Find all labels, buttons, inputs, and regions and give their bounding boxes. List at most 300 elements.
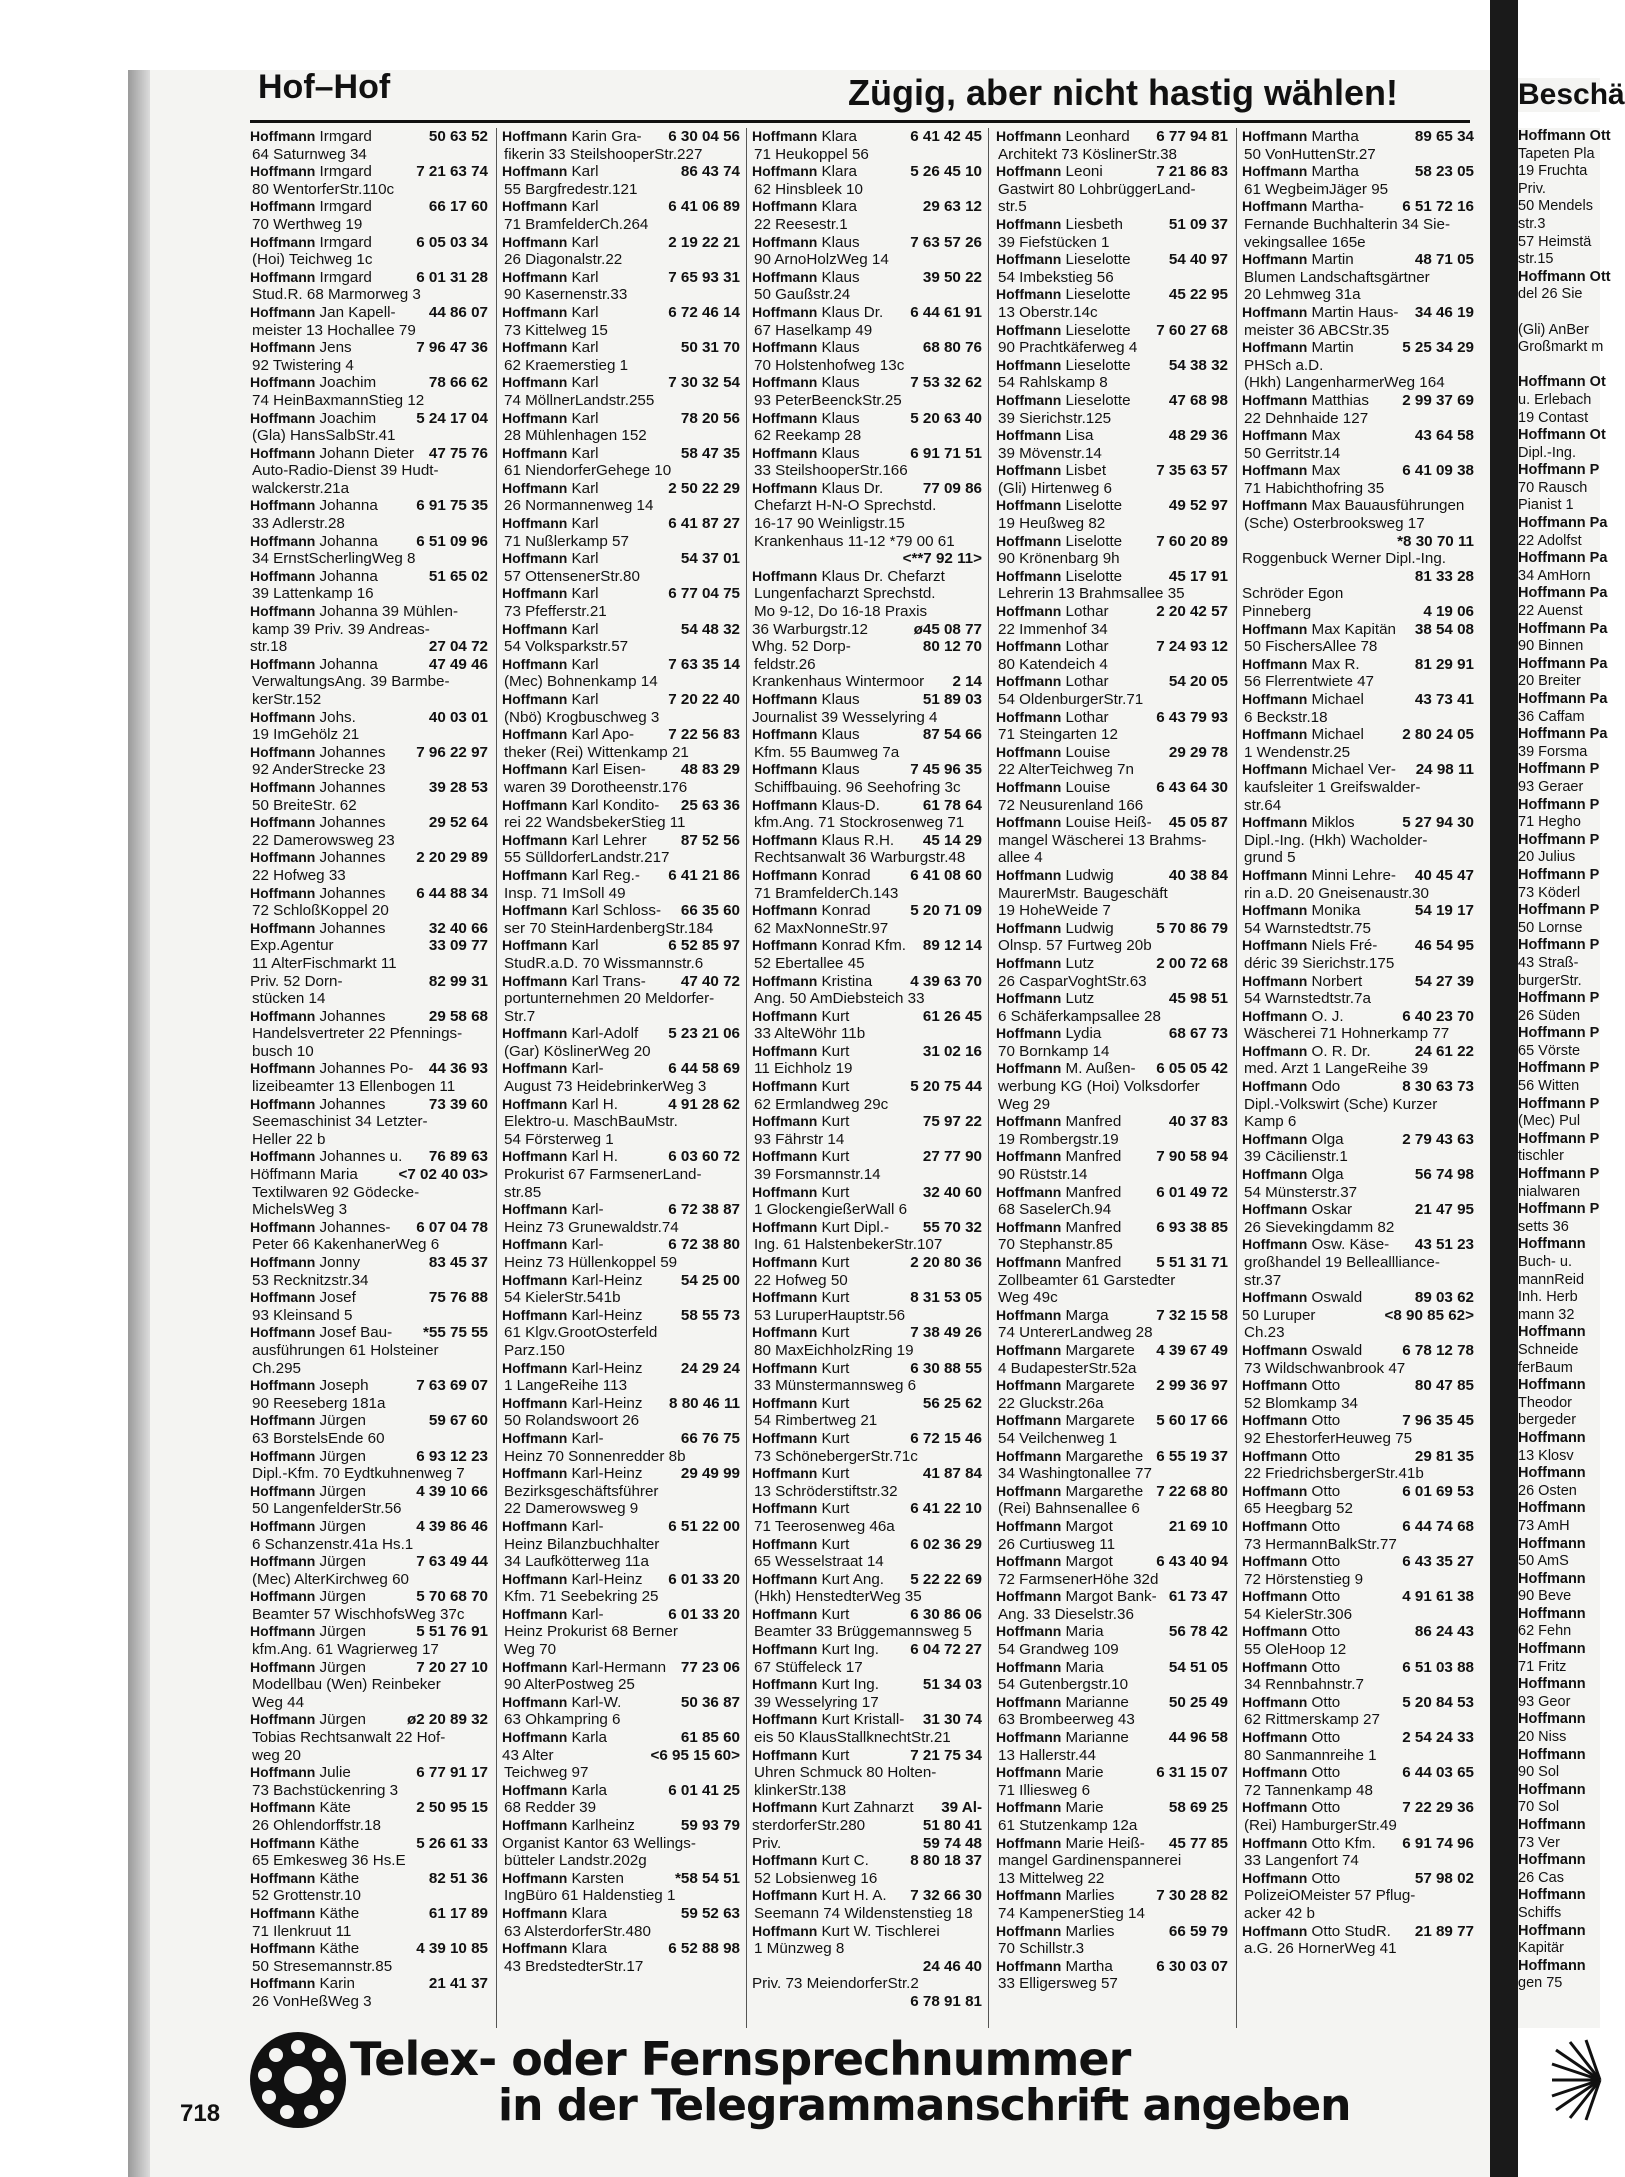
entry-detail: 80 WentorferStr.110c	[252, 180, 395, 198]
entry-name: Hoffmann Karl-W.	[502, 1693, 622, 1711]
phone-number: 56 25 62	[922, 1394, 982, 1412]
entry-name: Hoffmann Kurt W. Tischlerei	[752, 1922, 940, 1940]
entry-detail: Mo 9-12, Do 16-18 Praxis	[754, 603, 928, 621]
entry-detail: Heller 22 b	[252, 1130, 326, 1148]
phone-number: 6 44 74 68	[1402, 1517, 1474, 1535]
entry-detail: 72 Neusurenland 166	[998, 796, 1144, 814]
entry-detail: 93 Fährstr 14	[754, 1130, 845, 1148]
partial-entry-text: nialwaren	[1518, 1183, 1581, 1200]
entry-name: Hoffmann Otto	[1242, 1693, 1341, 1711]
phone-number	[484, 603, 488, 621]
directory-entry	[996, 1764, 1228, 1799]
entry-name: Hoffmann Martha	[1242, 163, 1359, 181]
phone-number: 40 37 83	[1168, 1113, 1228, 1131]
entry-detail: 50 BreiteStr. 62	[252, 796, 357, 814]
directory-entry	[752, 726, 982, 761]
partial-entry-text: Hoffmann P	[1518, 866, 1600, 883]
phone-number: 29 58 68	[428, 1007, 488, 1025]
directory-entry	[502, 1465, 740, 1518]
phone-number	[736, 1835, 740, 1853]
entry-detail: eis 50 KlausStallknechtStr.21	[754, 1729, 951, 1747]
directory-entry	[250, 920, 488, 938]
entry-name: Hoffmann Otto	[1242, 1588, 1341, 1606]
entry-name: Hoffmann Jonny	[250, 1254, 361, 1271]
entry-detail: weg 20	[252, 1746, 301, 1764]
entry-detail: grund 5	[1244, 849, 1296, 867]
partial-entry-text: 36 Caffam	[1518, 708, 1585, 725]
phone-number: 58 55 73	[680, 1306, 740, 1324]
phone-number: 24 98 11	[1415, 761, 1474, 779]
directory-entry	[250, 1940, 488, 1975]
entry-detail: walckerstr.21a	[252, 479, 350, 497]
directory-entry	[250, 497, 488, 532]
directory-entry	[752, 1500, 982, 1535]
entry-detail: stücken 14	[252, 990, 326, 1008]
phone-number: 39 50 22	[922, 268, 982, 286]
directory-entry	[250, 1711, 488, 1764]
entry-name: Hoffmann Oswald	[1242, 1289, 1363, 1307]
phone-number: 44 36 93	[428, 1060, 488, 1078]
entry-detail: 33 SteilshooperStr.166	[754, 462, 908, 480]
entry-detail: 61 NiendorferGehege 10	[504, 462, 672, 480]
directory-entry	[1242, 1870, 1474, 1923]
entry-name: Hoffmann Johannes	[250, 919, 386, 937]
partial-entry-text: 93 Geor	[1518, 1693, 1571, 1710]
phone-number: 6 44 58 69	[668, 1060, 740, 1078]
directory-entry	[996, 1729, 1228, 1764]
entry-detail: 93 Kleinsand 5	[252, 1306, 353, 1324]
entry-detail: 54 Rimbertweg 21	[754, 1412, 878, 1430]
entry-detail: 22 Immenhof 34	[998, 620, 1108, 638]
entry-detail: Ing. 61 HalstenbekerStr.107	[754, 1236, 943, 1254]
entry-name: Hoffmann Michael	[1242, 726, 1364, 744]
directory-entry	[752, 1747, 982, 1800]
directory-entry	[996, 1923, 1228, 1958]
entry-name: Hoffmann Otto	[1242, 1799, 1341, 1817]
phone-number: 7 32 66 30	[910, 1887, 982, 1905]
partial-entry-text: Hoffmann	[1518, 1781, 1586, 1798]
phone-number: 29 49 99	[680, 1465, 740, 1483]
directory-entry	[502, 515, 740, 550]
entry-detail: 22 Reesestr.1	[754, 215, 848, 233]
entry-name: Hoffmann Karl Lehrer	[502, 831, 647, 849]
entry-detail: rei 22 WandsbekerStieg 11	[504, 814, 686, 832]
entry-name: Hoffmann Johannes	[250, 778, 386, 796]
entry-name: Hoffmann Irmgard	[250, 128, 372, 145]
entry-name: Hoffmann Johanna	[250, 532, 378, 550]
directory-entry	[752, 1676, 982, 1711]
entry-name: Hoffmann Karl-	[502, 1429, 604, 1447]
phone-number: 6 01 49 72	[1156, 1183, 1228, 1201]
entry-name: Hoffmann Lydia	[996, 1025, 1102, 1043]
entry-detail: fikerin 33 SteilshooperStr.227	[504, 145, 703, 163]
phone-number: 66 35 60	[680, 902, 740, 920]
phone-number: 2 50 22 29	[668, 479, 740, 497]
phone-number: 83 45 37	[428, 1254, 488, 1271]
entry-name: Journalist 39 Wesselyring 4	[752, 708, 938, 726]
directory-entry	[250, 885, 488, 920]
entry-detail: Dipl.-Volkswirt (Sche) Kurzer	[1244, 1095, 1438, 1113]
entry-name: Hoffmann Marie	[996, 1799, 1104, 1817]
phone-number: 32 40 66	[428, 919, 488, 937]
entry-name: Hoffmann Irmgard	[250, 268, 372, 286]
entry-detail: 52 Ebertallee 45	[754, 954, 865, 972]
partial-entry-text: Hoffmann Pa	[1518, 726, 1608, 743]
phone-number: 8 80 46 11	[669, 1394, 740, 1412]
phone-number: 6 40 23 70	[1402, 1007, 1474, 1025]
directory-entry	[752, 1993, 982, 2011]
entry-name: Hoffmann O. R. Dr.	[1242, 1042, 1371, 1060]
entry-detail: 74 UntererLandweg 28	[998, 1324, 1153, 1342]
directory-entry	[1242, 902, 1474, 937]
directory-entry	[752, 1148, 982, 1183]
entry-detail: lizeibeamter 13 Ellenbogen 11	[252, 1078, 456, 1096]
entry-detail: 33 Elligersweg 57	[998, 1975, 1118, 1993]
partial-entry-text: 93 Geraer	[1518, 778, 1584, 795]
entry-name: Schröder Egon	[1242, 585, 1344, 603]
directory-column-2	[502, 128, 740, 2028]
phone-number: 7 22 68 80	[1156, 1482, 1228, 1500]
entry-name: Hoffmann Kurt	[752, 1254, 850, 1271]
directory-entry	[502, 1782, 740, 1817]
phone-number: 54 19 17	[1414, 902, 1474, 920]
entry-name: Hoffmann Kurt Dipl.-	[752, 1218, 890, 1236]
entry-detail: (Mec) Bohnenkamp 14	[504, 673, 658, 691]
entry-name: Hoffmann Matthias	[1242, 391, 1369, 409]
phone-number: 6 43 79 93	[1156, 708, 1228, 726]
directory-entry	[250, 1060, 488, 1095]
directory-entry	[250, 1623, 488, 1658]
entry-name: Hoffmann Kurt	[752, 1500, 850, 1518]
entry-name: Hoffmann Kurt	[752, 1746, 850, 1764]
entry-name: Hoffmann Kurt C.	[752, 1852, 869, 1870]
phone-number: 29 63 12	[922, 198, 982, 216]
phone-number: 6 77 91 17	[416, 1764, 488, 1782]
entry-name: Hoffmann Karl-	[502, 1605, 604, 1623]
directory-entry	[996, 744, 1228, 779]
directory-entry	[502, 937, 740, 972]
entry-detail: 13 Oberstr.14c	[998, 303, 1098, 321]
directory-entry	[502, 234, 740, 269]
phone-number: 6 91 71 51	[910, 444, 982, 462]
entry-detail: 50 Stresemannstr.85	[252, 1957, 393, 1975]
directory-entry	[502, 1659, 740, 1694]
directory-entry	[752, 269, 982, 304]
entry-detail: 11 AlterFischmarkt 11	[252, 954, 397, 972]
entry-name: Hoffmann Karl	[502, 374, 599, 392]
partial-entry-text: 50 Mendels	[1518, 198, 1593, 215]
partial-entry-text: Hoffmann P	[1518, 1201, 1600, 1218]
directory-entry	[752, 673, 982, 691]
entry-detail: kfm.Ang. 71 Stockrosenweg 71	[754, 814, 965, 832]
entry-detail: Str.7	[504, 1007, 536, 1025]
directory-entry	[502, 1395, 740, 1430]
entry-name: Hoffmann Kurt	[752, 1429, 850, 1447]
directory-entry	[502, 726, 740, 761]
phone-number: 45 77 85	[1168, 1834, 1228, 1852]
entry-name: Hoffmann Johanna	[250, 655, 378, 673]
directory-entry	[250, 656, 488, 709]
entry-name: Hoffmann Max	[1242, 462, 1341, 480]
entry-detail: 19 Rombergstr.19	[998, 1130, 1119, 1148]
entry-detail: 39 Cäcilienstr.1	[1244, 1148, 1348, 1166]
directory-entry	[502, 339, 740, 374]
entry-name: Hoffmann Miklos	[1242, 814, 1355, 832]
phone-number: 2 20 42 57	[1156, 603, 1228, 621]
entry-detail: 52 Grottenstr.10	[252, 1887, 361, 1905]
entry-detail: Ang. 50 AmDiebsteich 33	[754, 990, 925, 1008]
phone-number: 2 50 95 15	[416, 1799, 488, 1817]
entry-detail: 92 Twistering 4	[252, 356, 354, 374]
entry-name: Hoffmann Otto	[1242, 1412, 1341, 1430]
directory-entry	[752, 410, 982, 445]
directory-column-1	[250, 128, 488, 2028]
entry-detail: PolizeiOMeister 57 Pflug-	[1244, 1887, 1416, 1905]
directory-entry	[250, 1166, 488, 1219]
directory-entry	[752, 1975, 982, 1993]
phone-number: 6 44 61 91	[910, 303, 982, 321]
entry-name: Hoffmann Karl-Heinz	[502, 1465, 643, 1483]
entry-name: Hoffmann Martin	[1242, 339, 1354, 357]
phone-number: 7 63 57 26	[910, 233, 982, 251]
entry-detail: Heinz 73 Grunewaldstr.74	[504, 1218, 679, 1236]
partial-entry-text: 26 Cas	[1518, 1869, 1564, 1886]
phone-number: 21 47 95	[1414, 1201, 1474, 1219]
entry-name: Hoffmann Lieselotte	[996, 356, 1131, 374]
directory-entry	[1242, 603, 1474, 621]
phone-number: 6 02 36 29	[910, 1535, 982, 1553]
partial-entry-text: Hoffmann P	[1518, 937, 1600, 954]
directory-entry	[1242, 1799, 1474, 1834]
phone-number: 51 34 03	[922, 1676, 982, 1694]
entry-name: Hoffmann Käthe	[250, 1940, 360, 1958]
entry-name: Hoffmann Klaus	[752, 409, 860, 427]
entry-detail: Tobias Rechtsanwalt 22 Hof-	[252, 1729, 446, 1747]
phone-number: 58 47 35	[680, 444, 740, 462]
phone-number: 6 01 33 20	[668, 1605, 740, 1623]
entry-detail: 90 ArnoHolzWeg 14	[754, 251, 889, 269]
entry-detail: 70 Schillstr.3	[998, 1940, 1085, 1958]
directory-entry	[752, 1254, 982, 1289]
entry-name: Hoffmann Lothar	[996, 638, 1109, 656]
entry-detail: Architekt 73 KöslinerStr.38	[998, 145, 1177, 163]
directory-entry	[1242, 550, 1474, 568]
entry-detail: str.5	[998, 198, 1027, 216]
partial-entry-text: Theodor	[1518, 1394, 1573, 1411]
entry-detail: Weg 29	[998, 1095, 1051, 1113]
phone-number: 6 41 42 45	[910, 128, 982, 145]
partial-entry-text: Hoffmann	[1518, 1641, 1586, 1658]
entry-name: Hoffmann Karl-	[502, 1236, 604, 1254]
entry-detail: 20 Lehmweg 31a	[1244, 286, 1361, 304]
phone-number: 4 91 28 62	[668, 1095, 740, 1113]
directory-entry	[250, 445, 488, 498]
directory-entry	[996, 533, 1228, 568]
directory-column-5	[1242, 128, 1474, 2028]
directory-entry	[996, 1148, 1228, 1183]
entry-detail: 54 Gutenbergstr.10	[998, 1676, 1129, 1694]
entry-name: Hoffmann Leoni	[996, 163, 1103, 181]
entry-detail: 65 Emkesweg 36 Hs.E	[252, 1852, 406, 1870]
directory-entry	[1242, 1342, 1474, 1377]
directory-entry	[502, 1148, 740, 1201]
entry-name: Hoffmann Jürgen	[250, 1412, 366, 1430]
entry-detail: IngBüro 61 Haldenstieg 1	[504, 1887, 676, 1905]
phone-number: 6 30 03 07	[1156, 1957, 1228, 1975]
entry-detail: 16-17 90 Weinligstr.15	[754, 515, 905, 533]
entry-name: Hoffmann Johannes	[250, 814, 386, 832]
partial-entry-text: Hoffmann Ott	[1518, 268, 1611, 285]
entry-detail: Auto-Radio-Dienst 39 Hudt-	[252, 462, 439, 480]
phone-number: 24 46 40	[922, 1957, 982, 1975]
entry-detail: Chefarzt H-N-O Sprechstd.	[754, 497, 937, 515]
directory-entry	[752, 234, 982, 269]
entry-name: Hoffmann Ludwig	[996, 919, 1114, 937]
directory-entry	[996, 1113, 1228, 1148]
entry-name: Hoffmann Margarete	[996, 1377, 1135, 1395]
entry-detail: 56 Flerrentwiete 47	[1244, 673, 1375, 691]
phone-number: 45 98 51	[1168, 990, 1228, 1008]
entry-name: Hoffmann Klaus	[752, 233, 860, 251]
phone-number: 45 05 87	[1168, 814, 1228, 832]
partial-entry-text: 20 Niss	[1518, 1729, 1567, 1746]
entry-detail: August 73 HeidebrinkerWeg 3	[504, 1078, 707, 1096]
directory-entry	[752, 163, 982, 198]
phone-number: 59 74 48	[922, 1834, 982, 1852]
entry-name: Hoffmann Kurt	[752, 1605, 850, 1623]
phone-number: ø45 08 77	[913, 620, 982, 638]
entry-name: Hoffmann Kurt	[752, 1394, 850, 1412]
entry-detail: portunternehmen 20 Meldorfer-	[504, 990, 715, 1008]
entry-name: Hoffmann Jürgen	[250, 1623, 366, 1641]
entry-detail: 1 Wendenstr.25	[1244, 743, 1351, 761]
phone-number: 61 26 45	[922, 1007, 982, 1025]
partial-entry-text: Hoffmann Pa	[1518, 691, 1608, 707]
entry-name: Hoffmann Leonhard	[996, 128, 1130, 145]
entry-detail: Schiffbauing. 96 Seehofring 3c	[754, 778, 961, 796]
entry-name: Hoffmann Käthe	[250, 1904, 360, 1922]
entry-name: Hoffmann Margarethe	[996, 1447, 1144, 1465]
entry-detail: 92 EhestorferHeuweg 75	[1244, 1429, 1413, 1447]
entry-detail: 39 Fiefstücken 1	[998, 233, 1110, 251]
entry-name: Hoffmann Karla	[502, 1729, 608, 1747]
entry-detail: Kfm. 55 Baumweg 7a	[754, 743, 900, 761]
directory-entry	[250, 269, 488, 304]
entry-name: Hoffmann Otto	[1242, 1482, 1341, 1500]
entry-name: Hoffmann Johannes u.	[250, 1148, 403, 1166]
entry-detail: 62 MaxNonneStr.97	[754, 919, 889, 937]
phone-number: 8 30 63 73	[1402, 1078, 1474, 1096]
partial-entry-text: Hoffmann	[1518, 1535, 1586, 1552]
phone-number: 38 54 08	[1414, 620, 1474, 638]
directory-entry	[502, 163, 740, 198]
directory-entry	[1242, 392, 1474, 427]
phone-number: 27 77 90	[922, 1148, 982, 1166]
entry-name: Hoffmann Lothar	[996, 673, 1109, 691]
entry-detail: 52 Lobsienweg 16	[754, 1869, 878, 1887]
entry-detail: 74 KampenerStieg 14	[998, 1904, 1145, 1922]
entry-name: Hoffmann Karl-Adolf	[502, 1025, 639, 1043]
entry-name: Hoffmann Karl-	[502, 1517, 604, 1535]
entry-name: 43 Alter	[502, 1746, 554, 1764]
entry-detail: 13 Mittelweg 22	[998, 1869, 1105, 1887]
directory-entry	[996, 216, 1228, 251]
directory-entry	[1242, 726, 1474, 761]
partial-entry-text: ferBaum	[1518, 1359, 1573, 1376]
entry-detail: 26 Curtiusweg 11	[998, 1535, 1116, 1553]
entry-detail: 73 Wildschwanbrook 47	[1244, 1359, 1406, 1377]
phone-number: 87 52 56	[680, 831, 740, 849]
partial-entry-text: Hoffmann	[1518, 1817, 1586, 1833]
directory-entry	[752, 1887, 982, 1922]
directory-entry	[996, 779, 1228, 814]
phone-number: 7 96 22 97	[416, 743, 488, 761]
entry-name: Hoffmann Minni Lehre-	[1242, 866, 1396, 884]
partial-entry-text: Hoffmann P	[1518, 1166, 1600, 1183]
entry-name: Hoffmann Otto	[1242, 1764, 1341, 1782]
entry-detail: 33 Münstermannsweg 6	[754, 1377, 917, 1395]
entry-name: Hoffmann Norbert	[1242, 972, 1363, 990]
partial-entry-text: Hoffmann	[1518, 1429, 1586, 1446]
directory-entry	[1242, 1236, 1474, 1289]
phone-number: 6 78 91 81	[910, 1992, 982, 2010]
entry-name: Hoffmann Irmgard	[250, 198, 372, 216]
partial-entry-text: Hoffmann	[1518, 1570, 1586, 1587]
entry-name: Hoffmann Maria	[996, 1623, 1104, 1641]
entry-detail: 90 AlterPostweg 25	[504, 1676, 635, 1694]
phone-number: 47 49 46	[428, 655, 488, 673]
phone-number: 49 52 97	[1168, 497, 1228, 515]
entry-name: Hoffmann Max Kapitän	[1242, 620, 1396, 638]
phone-number: 40 38 84	[1168, 866, 1228, 884]
directory-entry	[1242, 973, 1474, 1008]
phone-number: 6 52 85 97	[668, 937, 740, 955]
entry-name: Hoffmann Karsten	[502, 1869, 624, 1887]
entry-detail: 54 Münsterstr.37	[1244, 1183, 1358, 1201]
directory-entry	[1242, 1588, 1474, 1623]
phone-number: 6 05 05 42	[1156, 1060, 1228, 1078]
phone-number: 6 30 88 55	[910, 1359, 982, 1377]
phone-number: 5 20 63 40	[910, 409, 982, 427]
partial-entry-text: (Gli) AnBer	[1518, 321, 1589, 338]
entry-detail: 39 Lattenkamp 16	[252, 585, 374, 603]
entry-detail: 61 WegbeimJäger 95	[1244, 180, 1389, 198]
partial-entry-text: Großmarkt m	[1518, 339, 1604, 356]
entry-name: Hoffmann Marie Heiß-	[996, 1834, 1145, 1852]
entry-detail: 54 Imbekstieg 56	[998, 268, 1114, 286]
entry-name: Hoffmann Jürgen	[250, 1588, 366, 1606]
directory-entry	[752, 374, 982, 409]
phone-number: 61 85 60	[680, 1729, 740, 1747]
entry-detail: Weg 49c	[998, 1289, 1058, 1307]
entry-name: sterdorferStr.280	[752, 1817, 866, 1834]
phone-number: 80 12 70	[922, 638, 982, 656]
entry-detail: busch 10	[252, 1042, 314, 1060]
entry-name: Organist Kantor 63 Wellings-	[502, 1834, 696, 1852]
entry-name: Hoffmann Manfred	[996, 1218, 1122, 1236]
entry-name: Hoffmann Michael	[1242, 691, 1364, 708]
directory-entry	[1242, 1166, 1474, 1201]
entry-detail: Seemann 74 Wildenstenstieg 18	[754, 1904, 973, 1922]
entry-name: Hoffmann Irmgard	[250, 233, 372, 251]
entry-detail: a.G. 26 HornerWeg 41	[1244, 1940, 1397, 1958]
entry-name: Hoffmann Johannes	[250, 1095, 386, 1113]
partial-entry-text: Hoffmann Pa	[1518, 585, 1608, 602]
entry-detail: 19 HoheWeide 7	[998, 902, 1111, 920]
entry-name: Hoffmann Jens	[250, 339, 352, 357]
partial-entry-text: 56 Witten	[1518, 1078, 1580, 1095]
entry-detail: 54 OldenburgerStr.71	[998, 691, 1144, 708]
